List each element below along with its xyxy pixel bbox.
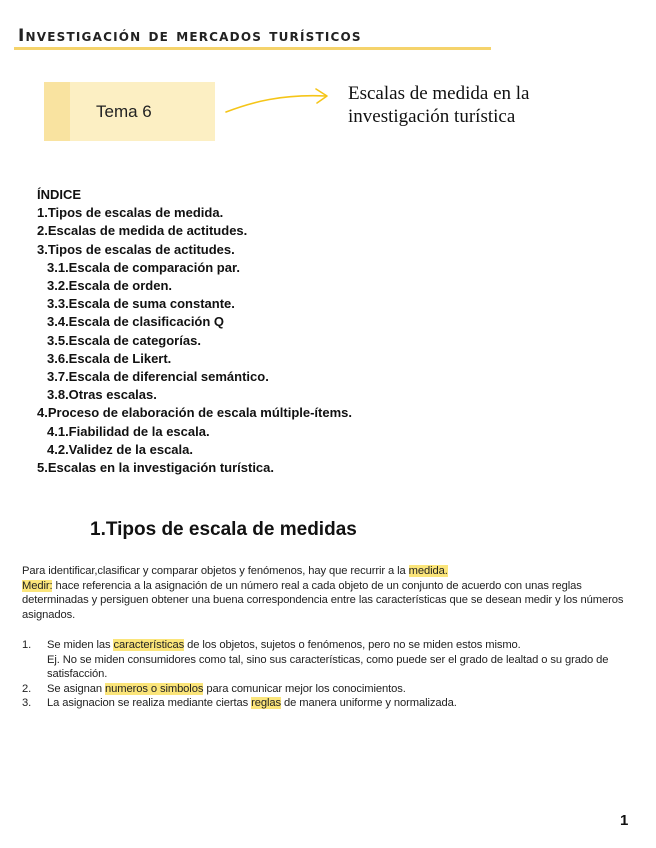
curved-arrow-right-icon bbox=[222, 84, 334, 120]
title-underline bbox=[14, 47, 491, 50]
highlighted-term: características bbox=[113, 639, 185, 651]
list-text-before: La asignacion se realiza mediante ciertas bbox=[47, 697, 252, 709]
topic-subtitle bbox=[348, 82, 608, 128]
toc-subitem: 3.2.Escala de orden. bbox=[47, 278, 173, 294]
table-of-contents bbox=[37, 186, 352, 477]
list-text bbox=[47, 682, 632, 697]
toc-subitem: 3.4.Escala de clasificación Q bbox=[47, 314, 225, 330]
topic-subtitle-line-2: investigación turística bbox=[348, 106, 516, 127]
section-heading: 1.Tipos de escala de medidas bbox=[90, 519, 357, 540]
topic-subtitle-line-1: Escalas de medida en la bbox=[348, 83, 530, 104]
toc-item: 3.Tipos de escalas de actitudes. bbox=[37, 241, 235, 257]
paragraph-medida bbox=[22, 564, 632, 579]
toc-item: 1.Tipos de escalas de medida. bbox=[37, 205, 224, 221]
toc-subitem: 4.1.Fiabilidad de la escala. bbox=[47, 423, 210, 439]
toc-subitem: 3.1.Escala de comparación par. bbox=[47, 259, 240, 275]
list-text-after: de los objetos, sujetos o fenómenos, pero no se miden estos mismo. bbox=[184, 639, 521, 651]
toc-item: 4.Proceso de elaboración de escala múltiple-ítems. bbox=[37, 405, 353, 421]
highlighted-term: Medir: bbox=[22, 579, 53, 592]
list-item bbox=[22, 696, 632, 711]
paragraph-text: hace referencia a la asignación de un número real a cada objeto de un conjunto de acuerdo con unas reglas determinadas y persiguen obtener una buena correspondencia entre las características que se desean medir y los números asignados. bbox=[22, 579, 624, 621]
list-item bbox=[22, 638, 632, 682]
paragraph-medir bbox=[22, 579, 632, 623]
toc-item: 2.Escalas de medida de actitudes. bbox=[37, 223, 248, 239]
list-number: 1. bbox=[22, 639, 32, 651]
page-number: 1 bbox=[620, 812, 629, 829]
list-number: 3. bbox=[22, 697, 32, 709]
toc-subitem: 3.8.Otras escalas. bbox=[47, 387, 157, 403]
list-item bbox=[22, 682, 632, 697]
intro-paragraph bbox=[22, 564, 632, 622]
toc-item: 5.Escalas en la investigación turística. bbox=[37, 460, 274, 476]
tema-box-stripe bbox=[44, 82, 70, 141]
list-number: 2. bbox=[22, 682, 32, 695]
highlighted-term: reglas bbox=[251, 697, 282, 709]
document-title: Investigación de mercados turísticos bbox=[18, 26, 362, 46]
tema-label: Tema 6 bbox=[96, 102, 152, 121]
toc-subitem: 4.2.Validez de la escala. bbox=[47, 441, 193, 457]
highlighted-term: numeros o simbolos bbox=[105, 682, 204, 695]
numbered-list bbox=[22, 638, 632, 711]
toc-title: ÍNDICE bbox=[37, 187, 82, 202]
toc-subitem: 3.7.Escala de diferencial semántico. bbox=[47, 369, 269, 385]
list-text-after: para comunicar mejor los conocimientos. bbox=[203, 682, 406, 695]
toc-subitem: 3.3.Escala de suma constante. bbox=[47, 296, 235, 312]
list-text-before: Se asignan bbox=[47, 682, 105, 695]
paragraph-text: Para identificar,clasificar y comparar objetos y fenómenos, hay que recurrir a la bbox=[22, 565, 409, 577]
highlighted-term: medida. bbox=[408, 565, 448, 577]
list-text bbox=[47, 696, 632, 711]
list-text-before: Se miden las bbox=[47, 639, 114, 651]
list-text bbox=[47, 638, 632, 682]
list-example: Ej. No se miden consumidores como tal, sino sus características, como puede ser el grado de lealtad o su grado de satisfacción. bbox=[47, 653, 609, 680]
toc-subitem: 3.6.Escala de Likert. bbox=[47, 350, 172, 366]
list-text-after: de manera uniforme y normalizada. bbox=[281, 697, 457, 709]
toc-subitem: 3.5.Escala de categorías. bbox=[47, 332, 201, 348]
